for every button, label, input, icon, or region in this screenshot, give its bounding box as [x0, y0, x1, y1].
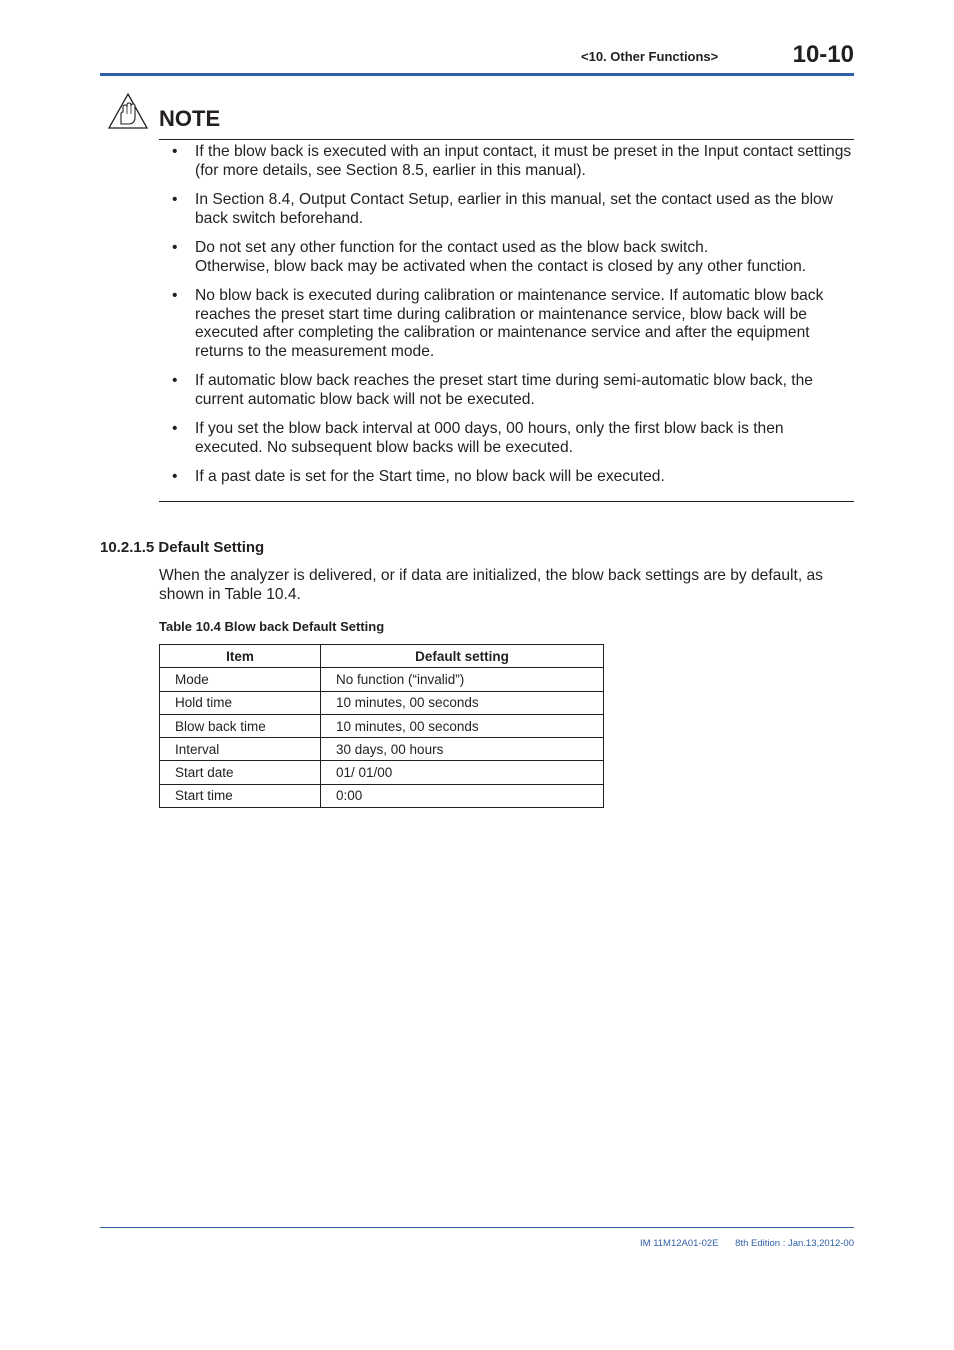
note-item-text: If automatic blow back reaches the preset start time during semi-automatic blow back, the current automatic blow back will not be executed.: [195, 372, 813, 408]
list-item: • If you set the blow back interval at 000 days, 00 hours, only the first blow back is then executed. No subsequent blow backs will be executed.: [172, 420, 784, 456]
list-item: • In Section 8.4, Output Contact Setup, earlier in this manual, set the contact used as the blow back switch beforehand.: [172, 191, 833, 227]
note-item-text: If the blow back is executed with an input contact, it must be preset in the Input contact settings (for more details, see Section 8.5, earlier in this manual).: [195, 143, 852, 179]
table-cell-item: Interval: [160, 738, 321, 761]
table-cell-item: Hold time: [160, 691, 321, 714]
table-cell-item: Start date: [160, 761, 321, 784]
column-header-default: Default setting: [321, 645, 604, 668]
note-item-text: If you set the blow back interval at 000 days, 00 hours, only the first blow back is then executed. No subsequent blow backs will be executed.: [195, 420, 784, 456]
note-title: NOTE: [159, 106, 221, 131]
column-header-item: Item: [160, 645, 321, 668]
note-list: [159, 143, 854, 498]
note-item-text: If a past date is set for the Start time, no blow back will be executed.: [195, 468, 665, 485]
header-divider: [100, 73, 854, 76]
table-cell-value: 30 days, 00 hours: [321, 738, 604, 761]
table-cell-item: Blow back time: [160, 714, 321, 737]
table-cell-value: 10 minutes, 00 seconds: [321, 714, 604, 737]
header-section-label: <10. Other Functions>: [581, 49, 719, 64]
table-row: [160, 691, 604, 714]
list-item: • If the blow back is executed with an input contact, it must be preset in the Input contact settings (for more details, see Section 8.5, earlier in this manual).: [172, 143, 852, 179]
note-bottom-rule: [159, 501, 854, 502]
default-setting-table: [159, 644, 604, 808]
table-cell-value: 10 minutes, 00 seconds: [321, 691, 604, 714]
list-item: • If automatic blow back reaches the preset start time during semi-automatic blow back, the current automatic blow back will not be executed.: [172, 372, 813, 408]
table-cell-item: Start time: [160, 784, 321, 807]
table-row: [160, 714, 604, 737]
footer-edition: 8th Edition : Jan.13,2012-00: [735, 1238, 854, 1249]
section-body: When the analyzer is delivered, or if data are initialized, the blow back settings are by default, as shown in Table 10.4.: [159, 567, 823, 603]
note-item-text: In Section 8.4, Output Contact Setup, earlier in this manual, set the contact used as the blow back switch beforehand.: [195, 191, 833, 227]
table-cell-value: 01/ 01/00: [321, 761, 604, 784]
table-cell-item: Mode: [160, 668, 321, 691]
note-item-text: No blow back is executed during calibration or maintenance service. If automatic blow back reaches the preset start time during calibration or maintenance service, blow back will be executed after completing the calibration or maintenance service and after the equipment returns to the measurement mode.: [195, 287, 824, 360]
section-heading: 10.2.1.5 Default Setting: [100, 539, 265, 556]
table-header-row: [160, 645, 604, 668]
list-item: • Do not set any other function for the contact used as the blow back switch. Otherwise, blow back may be activated when the contact is closed by any other function.: [172, 239, 807, 275]
table-row: [160, 761, 604, 784]
table-row: [160, 784, 604, 807]
note-item-text: Do not set any other function for the contact used as the blow back switch. Otherwise, blow back may be activated when the contact is closed by any other function.: [195, 239, 807, 275]
page-number: 10-10: [792, 41, 854, 68]
table-row: [160, 738, 604, 761]
footer-divider: [100, 1227, 854, 1228]
list-item: • No blow back is executed during calibration or maintenance service. If automatic blow back reaches the preset start time during calibration or maintenance service, blow back will be executed after completing the calibration or maintenance service and after the equipment returns to the measurement mode.: [172, 287, 824, 360]
table-cell-value: No function (“invalid”): [321, 668, 604, 691]
table-cell-value: 0:00: [321, 784, 604, 807]
footer-doc-number: IM 11M12A01-02E: [640, 1238, 719, 1249]
note-top-rule: [159, 139, 854, 140]
list-item: • If a past date is set for the Start time, no blow back will be executed.: [172, 468, 665, 485]
table-caption: Table 10.4 Blow back Default Setting: [159, 619, 385, 634]
hand-icon: [108, 93, 148, 129]
table-row: [160, 668, 604, 691]
